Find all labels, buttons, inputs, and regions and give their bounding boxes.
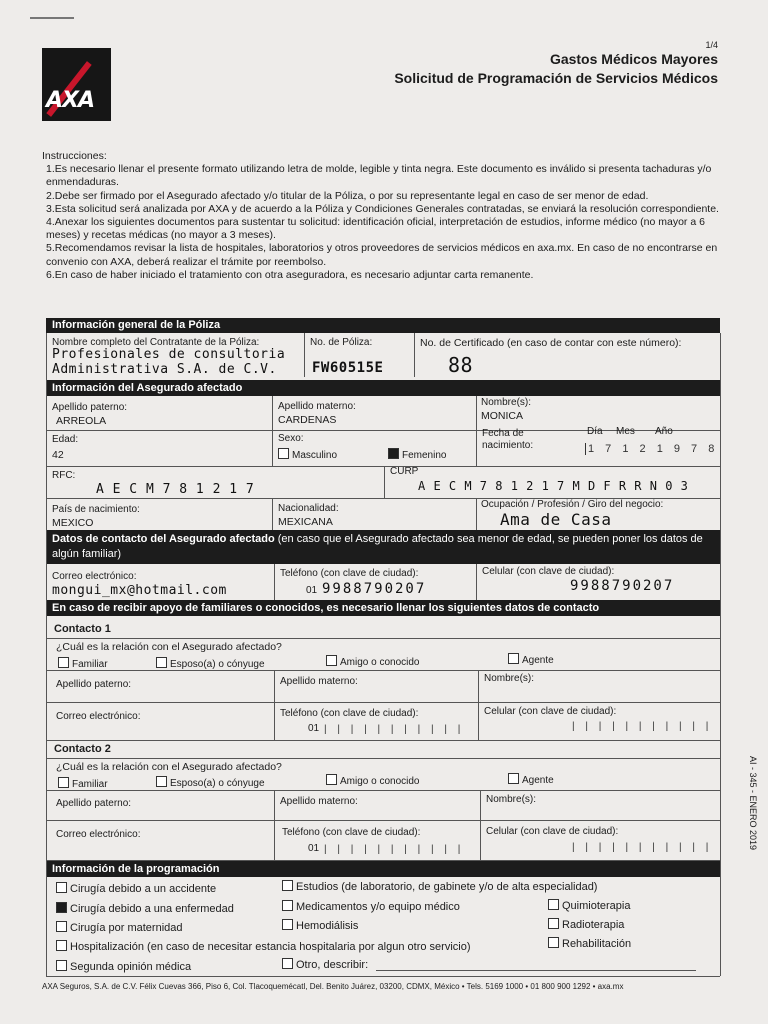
section-bar-programacion: Información de la programación — [46, 861, 720, 877]
checkbox[interactable] — [282, 900, 293, 911]
pais-value[interactable]: MEXICO — [52, 517, 94, 529]
certificado-value[interactable]: 88 — [448, 353, 474, 377]
option-label: Hospitalización (en caso de necesitar estancia hospitalaria por algun otro servicio) — [70, 941, 471, 953]
option-label: Medicamentos y/o equipo médico — [296, 901, 460, 913]
c1-familiar[interactable] — [58, 657, 108, 670]
instruction-item: 4.Anexar los siguientes documentos para sustentar tu solicitud: identificación oficial, interpretación de estudios, informe médico (no mayor a 6 meses) y recetas médicas (no mayor a 3 meses). — [46, 216, 705, 242]
certificado-label: No. de Certificado (en caso de contar con este número): — [420, 337, 682, 349]
c2-telefono-ticks[interactable]: | | | | | | | | | | | — [324, 844, 465, 855]
option-label: Familiar — [72, 779, 108, 790]
c1-telefono-ticks[interactable]: | | | | | | | | | | | — [324, 724, 465, 735]
c1-amigo[interactable] — [326, 655, 420, 668]
checkbox[interactable] — [326, 655, 337, 666]
row-rule — [46, 702, 720, 703]
instruction-item: 3.Esta solicitud será analizada por AXA y de acuerdo a la Póliza y Condiciones Generales contratadas, se enviará la resolución correspondiente. — [46, 202, 719, 215]
checkbox[interactable] — [156, 657, 167, 668]
c2-esposo[interactable] — [156, 776, 265, 789]
option-label: Agente — [522, 775, 554, 786]
c2-ap-materno-label: Apellido materno: — [280, 796, 358, 807]
divider — [478, 670, 479, 740]
opt-hemodialisis[interactable] — [282, 919, 358, 932]
mes-label: Mes — [616, 426, 635, 437]
option-label: Cirugía debido a una enfermedad — [70, 903, 234, 915]
footer-address: AXA Seguros, S.A. de C.V. Félix Cuevas 366, Piso 6, Col. Tlacoquemécatl, Del. Benito Juárez, 03200, CDMX, México • Tels. 5169 1000 • 01 800 900 1292 • axa.mx — [42, 982, 624, 991]
femenino-label: Femenino — [402, 450, 447, 461]
divider — [476, 396, 477, 430]
ocupacion-value[interactable]: Ama de Casa — [500, 510, 612, 529]
instruction-item: 2.Debe ser firmado por el Asegurado afectado y/o titular de la Póliza, o por su representante legal en caso de ser menor de edad. — [46, 189, 649, 202]
divider — [414, 333, 415, 377]
divider — [476, 498, 477, 530]
section-bar-familiares: En caso de recibir apoyo de familiares o conocidos, es necesario llenar los siguientes datos de contacto — [46, 600, 720, 616]
checkbox[interactable] — [282, 880, 293, 891]
divider — [274, 670, 275, 740]
option-label: Familiar — [72, 659, 108, 670]
row-rule — [46, 758, 720, 759]
opt-otro[interactable] — [282, 958, 368, 971]
contacto1-question: ¿Cuál es la relación con el Asegurado afectado? — [56, 641, 282, 653]
nombre-value[interactable]: MONICA — [481, 410, 523, 422]
opt-quimio[interactable] — [548, 899, 630, 912]
sexo-label: Sexo: — [278, 433, 304, 444]
row-rule — [46, 790, 720, 791]
divider — [480, 790, 481, 860]
opt-radio[interactable] — [548, 918, 624, 931]
c1-telefono-label: Teléfono (con clave de ciudad): — [280, 708, 419, 719]
c1-ap-materno-label: Apellido materno: — [280, 676, 358, 687]
top-rule — [30, 17, 74, 19]
option-label: Amigo o conocido — [340, 657, 420, 668]
fecha-label-1: Fecha de — [482, 428, 524, 439]
instructions-heading: Instrucciones: — [42, 150, 107, 162]
sexo-masculino[interactable] — [278, 448, 337, 461]
telefono-value[interactable]: 9988790207 — [322, 581, 427, 597]
edad-value[interactable]: 42 — [52, 449, 64, 461]
form-border-left — [46, 333, 47, 976]
opt-medicamentos[interactable] — [282, 900, 460, 913]
fecha-value[interactable]: 1 7 1 2 1 9 7 8 — [585, 443, 721, 455]
no-poliza-value[interactable]: FW60515E — [312, 360, 384, 376]
c2-amigo[interactable] — [326, 774, 420, 787]
correo-value[interactable]: mongui_mx@hotmail.com — [52, 583, 227, 598]
checkbox-checked[interactable] — [56, 902, 67, 913]
option-label: Amigo o conocido — [340, 776, 420, 787]
c1-celular-label: Celular (con clave de ciudad): — [484, 706, 617, 717]
divider — [274, 790, 275, 860]
c2-celular-label: Celular (con clave de ciudad): — [486, 826, 619, 837]
opt-segunda[interactable] — [56, 960, 191, 973]
option-label: Rehabilitación — [562, 938, 632, 950]
c2-telefono-label: Teléfono (con clave de ciudad): — [282, 827, 421, 838]
form-border-bottom — [46, 976, 720, 977]
section-bar-asegurado: Información del Asegurado afectado — [46, 380, 720, 396]
page-number: 1/4 — [705, 40, 718, 50]
option-label: Cirugía debido a un accidente — [70, 883, 217, 895]
c1-telefono-prefix: 01 — [308, 723, 320, 734]
opt-rehab[interactable] — [548, 937, 631, 950]
instruction-item: 1.Es necesario llenar el presente formato utilizando letra de molde, legible y tinta negra. Este documento es inválido si presenta tachaduras y/o enmendaduras. — [46, 163, 712, 189]
contacto-bar-bold: Datos de contacto del Asegurado afectado — [52, 533, 275, 545]
option-label: Segunda opinión médica — [70, 961, 192, 973]
form-subtitle: Solicitud de Programación de Servicios Médicos — [394, 70, 718, 86]
contacto1-title: Contacto 1 — [54, 623, 111, 635]
c2-familiar[interactable] — [58, 777, 108, 790]
instruction-item: 6.En caso de haber iniciado el tratamiento con otra aseguradora, es necesario adjuntar carta remanente. — [46, 268, 534, 281]
correo-label: Correo electrónico: — [52, 571, 137, 582]
opt-enfermedad[interactable] — [56, 902, 234, 915]
otro-describir-line[interactable] — [376, 970, 696, 971]
checkbox[interactable] — [282, 919, 293, 930]
c1-celular-ticks[interactable]: | | | | | | | | | | | — [572, 721, 713, 732]
checkbox[interactable] — [282, 958, 293, 969]
checkbox[interactable] — [548, 899, 559, 910]
opt-accidente[interactable] — [56, 882, 216, 895]
form-title: Gastos Médicos Mayores — [549, 51, 718, 67]
instruction-item: 5.Recomendamos revisar la lista de hospitales, laboratorios y otros proveedores de servicios médicos en axa.mx. En caso de no encontrarse en convenio con AXA, deberá realizar el trámite por reembolso. — [46, 242, 718, 268]
nombre-label: Nombre(s): — [481, 397, 532, 408]
telefono-label: Teléfono (con clave de ciudad): — [280, 568, 419, 579]
checkbox[interactable] — [508, 773, 519, 784]
contratante-value-1[interactable]: Profesionales de consultoria — [52, 347, 286, 362]
logo-text: AXA — [46, 88, 95, 113]
checkbox[interactable] — [326, 774, 337, 785]
c1-agente[interactable] — [508, 653, 554, 666]
sexo-femenino[interactable] — [388, 448, 446, 461]
divider — [272, 396, 273, 430]
c2-nombre-label: Nombre(s): — [486, 794, 537, 805]
curp-value[interactable]: A E C M 7 8 1 2 1 7 M D F R R N 0 3 — [418, 479, 689, 493]
rfc-value[interactable]: A E C M 7 8 1 2 1 7 — [96, 482, 255, 497]
checkbox-masculino[interactable] — [278, 448, 289, 459]
masculino-label: Masculino — [292, 450, 338, 461]
no-poliza-label: No. de Póliza: — [310, 337, 373, 348]
axa-logo — [42, 48, 111, 121]
curp-label: CURP — [390, 466, 419, 477]
option-label: Otro, describir: — [296, 959, 369, 971]
dia-label: Día — [587, 426, 603, 437]
row-rule — [46, 466, 720, 467]
ocupacion-label: Ocupación / Profesión / Giro del negocio: — [481, 499, 664, 510]
ap-materno-value[interactable]: CARDENAS — [278, 414, 337, 426]
form-border-right — [720, 333, 721, 976]
opt-maternidad[interactable] — [56, 921, 183, 934]
row-rule — [46, 670, 720, 671]
c2-ap-paterno-label: Apellido paterno: — [56, 798, 132, 809]
divider — [304, 333, 305, 377]
celular-label: Celular (con clave de ciudad): — [482, 566, 615, 577]
option-label: Esposo(a) o cónyuge — [170, 659, 265, 670]
divider — [272, 498, 273, 530]
c1-correo-label: Correo electrónico: — [56, 711, 141, 722]
checkbox[interactable] — [508, 653, 519, 664]
instructions — [42, 150, 726, 282]
rfc-label: RFC: — [52, 470, 76, 481]
checkbox[interactable] — [156, 776, 167, 787]
telefono-prefix: 01 — [306, 585, 318, 596]
option-label: Hemodiálisis — [296, 920, 359, 932]
anio-label: Año — [655, 426, 673, 437]
pais-label: País de nacimiento: — [52, 504, 140, 515]
checkbox[interactable] — [548, 918, 559, 929]
contratante-value-2[interactable]: Administrativa S.A. de C.V. — [52, 362, 277, 377]
checkbox[interactable] — [56, 882, 67, 893]
row-rule — [46, 638, 720, 639]
divider — [476, 564, 477, 600]
c1-ap-paterno-label: Apellido paterno: — [56, 679, 132, 690]
divider — [272, 430, 273, 466]
contacto-bar-light: (en caso que el Asegurado afectado sea menor de edad, se pueden poner los datos de algún familiar) — [52, 533, 703, 560]
contratante-label: Nombre completo del Contratante de la Póliza: — [52, 337, 260, 348]
section-bar-contacto — [46, 530, 720, 564]
c2-telefono-prefix: 01 — [308, 843, 320, 854]
checkbox[interactable] — [58, 657, 69, 668]
checkbox[interactable] — [56, 940, 67, 951]
checkbox[interactable] — [56, 921, 67, 932]
ap-paterno-label: Apellido paterno: — [52, 402, 128, 413]
option-label: Cirugía por maternidad — [70, 922, 183, 934]
contacto2-title: Contacto 2 — [54, 743, 111, 755]
divider — [384, 466, 385, 498]
c2-agente[interactable] — [508, 773, 554, 786]
option-label: Quimioterapia — [562, 900, 631, 912]
nacionalidad-value[interactable]: MEXICANA — [278, 516, 333, 528]
c2-celular-ticks[interactable]: | | | | | | | | | | | — [572, 842, 713, 853]
form-code: AI - 345 - ENERO 2019 — [748, 755, 758, 850]
checkbox[interactable] — [548, 937, 559, 948]
contacto2-question: ¿Cuál es la relación con el Asegurado afectado? — [56, 761, 282, 773]
opt-hospitalizacion[interactable] — [56, 940, 471, 953]
edad-label: Edad: — [52, 434, 79, 445]
option-label: Agente — [522, 655, 554, 666]
option-label: Radioterapia — [562, 919, 625, 931]
celular-value[interactable]: 9988790207 — [570, 578, 675, 594]
c1-esposo[interactable] — [156, 657, 265, 670]
divider — [476, 430, 477, 466]
ap-materno-label: Apellido materno: — [278, 401, 356, 412]
option-label: Esposo(a) o cónyuge — [170, 778, 265, 789]
nacionalidad-label: Nacionalidad: — [278, 503, 339, 514]
row-rule — [46, 820, 720, 821]
opt-estudios[interactable] — [282, 880, 597, 893]
section-bar-poliza: Información general de la Póliza — [46, 318, 720, 333]
checkbox[interactable] — [58, 777, 69, 788]
row-rule — [46, 740, 720, 741]
checkbox[interactable] — [56, 960, 67, 971]
c2-correo-label: Correo electrónico: — [56, 829, 141, 840]
option-label: Estudios (de laboratorio, de gabinete y/o de alta especialidad) — [296, 881, 598, 893]
divider — [274, 564, 275, 600]
checkbox-femenino[interactable] — [388, 448, 399, 459]
ap-paterno-value[interactable]: ARREOLA — [56, 415, 107, 427]
c1-nombre-label: Nombre(s): — [484, 673, 535, 684]
fecha-label-2: nacimiento: — [482, 440, 534, 451]
